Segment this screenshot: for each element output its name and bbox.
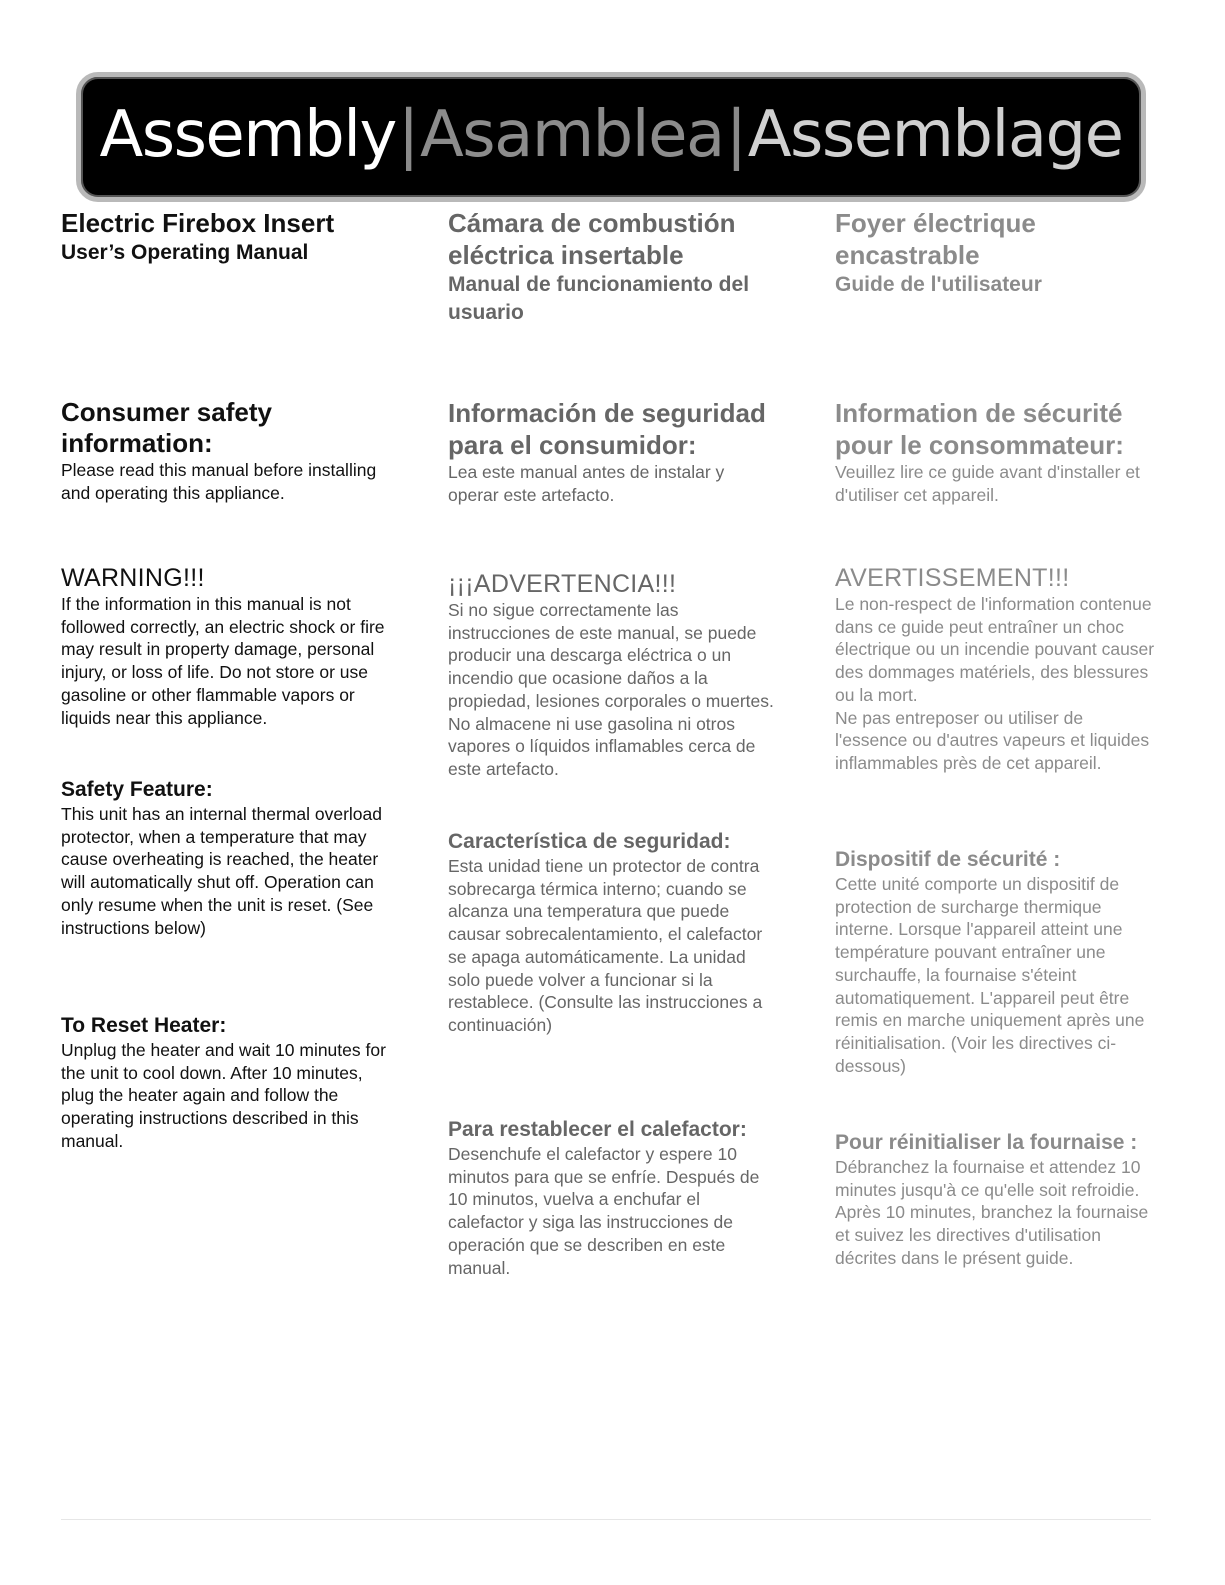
reset-heater-heading: To Reset Heater: [61, 1014, 227, 1037]
safety-feature-section [448, 829, 778, 1037]
warning-text: Si no sigue correctamente las instrucciones de este manual, se puede producir una descarga eléctrica o un incendio que ocasione daños a la propiedad, lesiones corporales o muertes. No almacene ni use gasolina ni otros vapores o líquidos inflamables cerca de este artefacto. [448, 600, 774, 779]
product-title: Electric Firebox Insert [61, 208, 335, 238]
banner-separator: | [725, 98, 746, 172]
reset-heater-text: Débranchez la fournaise et attendez 10 minutes jusqu'à ce qu'elle soit refroidie. Après 10 minutes, branchez la fournaise et suivez les directives d'utilisation décrites dans le présent guide. [835, 1157, 1149, 1268]
french-column [835, 205, 1165, 1268]
reset-heater-section [61, 1013, 391, 1153]
manual-title: Guide de l'utilisateur [835, 273, 1042, 296]
reset-heater-heading: Pour réinitialiser la fournaise : [835, 1131, 1138, 1154]
warning-section [448, 569, 778, 781]
safety-feature-heading: Safety Feature: [61, 778, 213, 801]
banner-title-french: Assemblage [747, 98, 1123, 172]
warning-heading: AVERTISSEMENT!!! [835, 564, 1070, 592]
consumer-safety-section [835, 397, 1155, 506]
safety-feature-section [61, 777, 391, 939]
safety-feature-text: Esta unidad tiene un protector de contra sobrecarga térmica interno; cuando se alcanza una temperatura que puede causar sobrecalentamiento, el calefactor se apaga automáticamente. La unidad solo puede volver a funcionar si la restablece. (Consulte las instrucciones a continuación) [448, 856, 763, 1035]
banner-title-english: Assembly [99, 98, 396, 172]
warning-heading: ¡¡¡ADVERTENCIA!!! [448, 570, 677, 598]
warning-section [61, 563, 391, 729]
banner-title-spanish: Asamblea [419, 98, 724, 172]
product-title: Cámara de combustión eléctrica insertable [448, 208, 736, 270]
consumer-safety-text: Veuillez lire ce guide avant d'installer et d'utiliser cet appareil. [835, 462, 1140, 505]
consumer-safety-heading: Information de sécurité pour le consommateur: [835, 398, 1124, 460]
safety-feature-text: Cette unité comporte un dispositif de protection de surcharge thermique interne. Lorsque l'appareil atteint une température pouvant entraîner une surchauffe, la fournaise s'éteint automatiquement. L'appareil peut être remis en marche uniquement après une réinitialisation. (Voir les directives ci-dessous) [835, 874, 1145, 1076]
safety-feature-section [835, 847, 1155, 1077]
manual-title: Manual de funcionamiento del usuario [448, 273, 750, 324]
consumer-safety-heading: Consumer safety information: [61, 397, 272, 458]
warning-text: If the information in this manual is not followed correctly, an electric shock or fire may result in property damage, personal injury, or loss of life. Do not store or use gasoline or other flammable vapors or liquids near this appliance. [61, 594, 385, 728]
safety-feature-heading: Dispositif de sécurité : [835, 848, 1061, 871]
warning-text-continued: Ne pas entreposer ou utiliser de l'essence ou d'autres vapeurs et liquides inflammables près de cet appareil. [835, 707, 1150, 773]
warning-text: Le non-respect de l'information contenue dans ce guide peut entraîner un choc électrique ou un incendie pouvant causer des dommages matériels, des blessures ou la mort. [835, 594, 1155, 705]
manual-title: User’s Operating Manual [61, 241, 309, 264]
reset-heater-section [448, 1117, 778, 1279]
banner-separator: | [397, 98, 418, 172]
reset-heater-section [835, 1130, 1155, 1270]
product-title: Foyer électrique encastrable [835, 208, 1036, 270]
reset-heater-text: Unplug the heater and wait 10 minutes for the unit to cool down. After 10 minutes, plug the heater again and follow the operating instructions described in this manual. [61, 1040, 386, 1151]
consumer-safety-text: Lea este manual antes de instalar y operar este artefacto. [448, 462, 725, 505]
consumer-safety-text: Please read this manual before installing and operating this appliance. [61, 460, 377, 503]
title-banner [76, 72, 1146, 202]
warning-heading: WARNING!!! [61, 564, 205, 592]
reset-heater-heading: Para restablecer el calefactor: [448, 1118, 747, 1141]
reset-heater-text: Desenchufe el calefactor y espere 10 minutos para que se enfríe. Después de 10 minutos, vuelva a enchufar el calefactor y siga las instrucciones de operación que se describen en este manual. [448, 1144, 760, 1278]
spanish-column [448, 205, 778, 1278]
english-column [61, 205, 391, 1151]
consumer-safety-heading: Información de seguridad para el consumidor: [448, 398, 766, 460]
banner-title [81, 95, 1141, 175]
safety-feature-text: This unit has an internal thermal overload protector, when a temperature that may cause overheating is reached, the heater will automatically shut off. Operation can only resume when the unit is reset. (See instructions below) [61, 804, 383, 938]
consumer-safety-section [61, 397, 391, 504]
consumer-safety-section [448, 397, 778, 506]
safety-feature-heading: Característica de seguridad: [448, 830, 731, 853]
warning-section [835, 563, 1155, 775]
footer-divider [61, 1519, 1151, 1520]
